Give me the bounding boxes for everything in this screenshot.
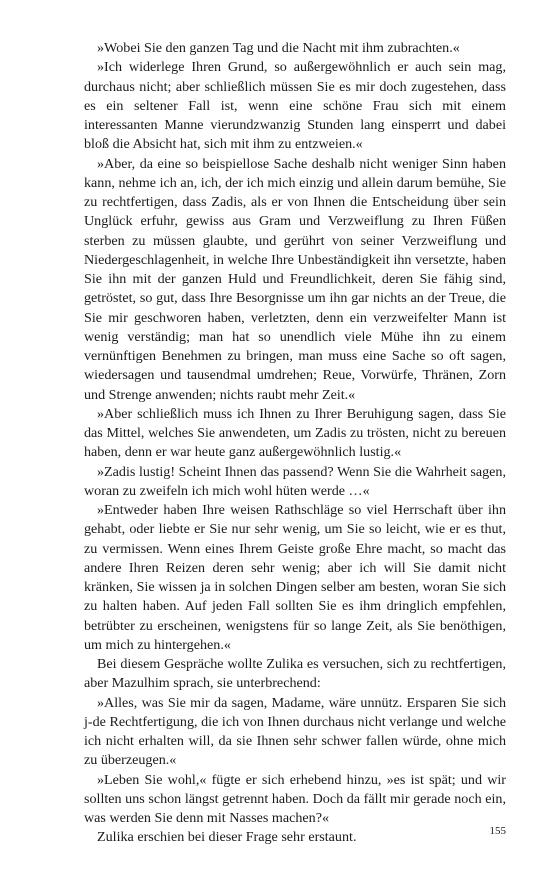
- paragraph: »Aber, da eine so beispiellose Sache deshalb nicht weniger Sinn haben kann, nehme ich an, ich, der ich mich einzig und allein darum bemühe, Sie zu rechtfertigen, dass Zadis, als er von Ihnen die Entscheidung über sein Unglück erfuhr, gewiss aus Gram und Verzweiflung zu Ihren Füßen sterben zu müssen glaubte, und gerührt von seiner Verzweiflung und Niedergeschlagenheit, in welche Ihre Unbeständigkeit ihn versetzte, haben Sie ihn mit der ganzen Huld und Freundlichkeit, deren Sie fähig sind, getröstet, so gut, dass Ihre Besorgnisse um ihn gar nichts an der Treue, die Sie mir geschworen haben, verletzten, denn ein verzweifelter Mann ist wenig verständig; man hat so unendlich viele Mühe ihn zu einem vernünftigen Benehmen zu bringen, man muss eine Sache so oft sagen, wiedersagen und tausendmal umdrehen; Reue, Vorwürfe, Thränen, Zorn und Strenge anwenden; nichts raubt mehr Zeit.«: [84, 155, 506, 403]
- paragraph: »Ich widerlege Ihren Grund, so außergewöhnlich er auch sein mag, durchaus nicht; aber schließlich müssen Sie es mir doch zugestehen, dass es ein seltener Fall ist, wenn eine schöne Frau sich mit einem interessanten Manne vierundzwanzig Stunden lang einsperrt und dabei bloß die Absicht hat, sich mit ihm zu entzweien.«: [84, 59, 506, 153]
- paragraph: Bei diesem Gespräche wollte Zulika es versuchen, sich zu rechtfertigen, aber Mazulhim sprach, sie unterbrechend:: [84, 656, 506, 692]
- page-number: 155: [489, 825, 506, 837]
- body-text: [84, 39, 506, 848]
- paragraph: »Wobei Sie den ganzen Tag und die Nacht mit ihm zubrachten.«: [97, 40, 460, 56]
- paragraph: »Leben Sie wohl,« fügte er sich erhebend hinzu, »es ist spät; und wir sollten uns schon längst getrennt haben. Doch da fällt mir gerade noch ein, was werden Sie denn mit Nasses machen?«: [84, 771, 506, 826]
- paragraph: »Alles, was Sie mir da sagen, Madame, wäre unnütz. Ersparen Sie sich j-de Rechtfertigung, die ich von Ihnen durchaus nicht verlange und welche ich nicht erhalten will, da sie Ihnen sehr schwer fallen würde, ohne mich zu überzeugen.«: [84, 694, 506, 769]
- paragraph: Zulika erschien bei dieser Frage sehr erstaunt.: [97, 829, 357, 846]
- paragraph: »Aber schließlich muss ich Ihnen zu Ihrer Beruhigung sagen, dass Sie das Mittel, welches Sie anwendeten, um Zadis zu trösten, nicht zu bereuen haben, denn er war heute ganz außergewöhnlich lustig.«: [84, 405, 506, 461]
- paragraph: »Entweder haben Ihre weisen Rathschläge so viel Herrschaft über ihn gehabt, oder liebte er Sie nur sehr wenig, um Sie so leicht, wie er es thut, zu vermissen. Wenn eines Ihrem Geiste große Ehre macht, so macht das andere Ihren Reizen deren sehr wenig; aber ich will Sie damit nicht kränken, Sie wissen ja in solchen Dingen selber am besten, woran Sie sich zu halten haben. Auf jeden Fall sollten Sie es ihm dringlich empfehlen, betrübter zu erscheinen, wenigstens für so lange Zeit, als Sie benöthigen, um mich zu hintergehen.«: [84, 502, 506, 653]
- paragraph: »Zadis lustig! Scheint Ihnen das passend? Wenn Sie die Wahrheit sagen, woran zu zweifeln ich mich wohl hüten werde …«: [84, 463, 506, 499]
